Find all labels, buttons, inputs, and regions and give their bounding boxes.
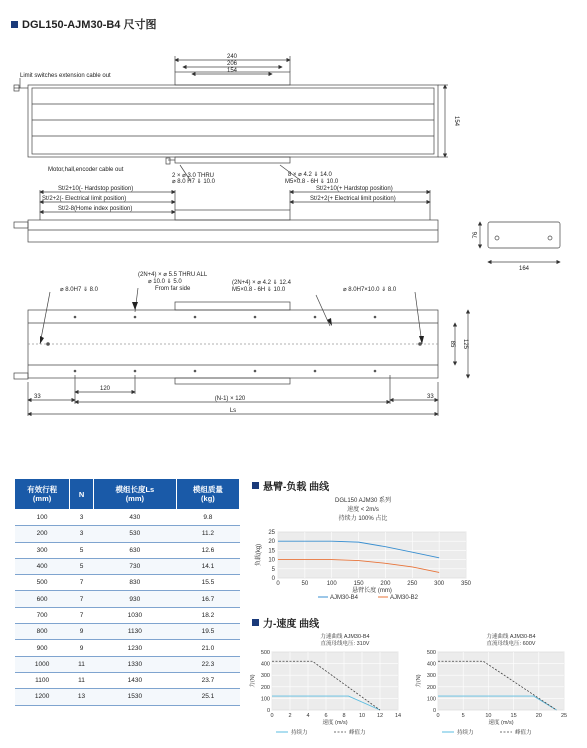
y-tick-label: 200 — [426, 684, 436, 691]
table-cell: 200 — [15, 526, 70, 542]
x-tick-label: 150 — [353, 581, 364, 587]
x-tick-label: 50 — [301, 581, 309, 587]
dimension-drawing — [0, 30, 587, 470]
hole-note-1b: ⌀ 8.0 H7 ⇓ 10.0 — [172, 179, 215, 185]
table-cell: 300 — [15, 542, 70, 558]
table-cell: 12.6 — [176, 542, 239, 558]
y-tick-label: 5 — [271, 566, 275, 573]
legend-label: AJM30-B2 — [390, 595, 419, 601]
x-tick-label: 6 — [324, 713, 328, 719]
table-cell: 11 — [70, 656, 94, 672]
table-cell: 1030 — [93, 607, 176, 623]
table-row — [15, 510, 240, 526]
y-tick-label: 200 — [260, 684, 270, 691]
plot-area — [272, 652, 398, 710]
dim-206: 206 — [226, 61, 238, 67]
table-body — [15, 510, 240, 706]
y-axis-label: 力(N) — [250, 674, 256, 688]
table-cell: 25.1 — [176, 689, 239, 705]
section-square-icon — [252, 482, 259, 489]
x-tick-label: 8 — [342, 713, 346, 719]
y-tick-label: 25 — [268, 530, 275, 536]
hardstop-left: St/2+10(- Hardstop position) — [58, 186, 134, 192]
dim-33-left: 33 — [34, 394, 41, 400]
table-cell: 1100 — [15, 672, 70, 688]
dim-33-right: 33 — [427, 394, 434, 400]
table-cell: 1430 — [93, 672, 176, 688]
hole-note-1a: 2 × ⌀ 3.0 THRU — [172, 173, 215, 179]
table-header-row — [15, 479, 240, 510]
title-square-icon — [11, 21, 18, 28]
plot-area — [278, 532, 466, 578]
table-header-cell: 模组长度Ls (mm) — [93, 479, 176, 510]
y-tick-label: 500 — [426, 650, 436, 656]
table-cell: 7 — [70, 575, 94, 591]
y-tick-label: 400 — [426, 661, 436, 668]
legend-label: AJM30-B4 — [330, 595, 359, 601]
table-cell: 930 — [93, 591, 176, 607]
table-row — [15, 607, 240, 623]
hole-note-4a: (2N+4) × ⌀ 4.2 ⇓ 12.4 — [232, 280, 292, 286]
table-cell: 800 — [15, 624, 70, 640]
table-cell: 1330 — [93, 656, 176, 672]
section-square-icon — [252, 619, 259, 626]
dim-240: 240 — [226, 54, 238, 60]
table-cell: 14.1 — [176, 558, 239, 574]
force-speed-chart-600v — [412, 632, 572, 740]
y-tick-label: 100 — [260, 696, 270, 703]
x-tick-label: 0 — [436, 713, 440, 719]
table-cell: 16.7 — [176, 591, 239, 607]
table-row — [15, 558, 240, 574]
chart-title: DGL150 AJM30 系列 — [334, 498, 392, 504]
table-cell: 100 — [15, 510, 70, 526]
table-cell: 1530 — [93, 689, 176, 705]
x-tick-label: 4 — [306, 713, 310, 719]
table-cell: 830 — [93, 575, 176, 591]
table-cell: 430 — [93, 510, 176, 526]
table-row — [15, 656, 240, 672]
y-axis-label: 负载(kg) — [256, 543, 262, 567]
table-cell: 1000 — [15, 656, 70, 672]
x-tick-label: 14 — [394, 713, 402, 719]
dim-125: 125 — [462, 338, 468, 350]
table-cell: 1200 — [15, 689, 70, 705]
chart-subtitle: 持续力 100% 占比 — [338, 516, 388, 522]
chart-title: 力速曲线 AJM30-B4 — [486, 634, 536, 640]
dim-76: 76 — [473, 231, 479, 239]
table-cell: 530 — [93, 526, 176, 542]
table-header-cell: N — [70, 479, 94, 510]
table-row — [15, 672, 240, 688]
table-header-cell: 有效行程 (mm) — [15, 479, 70, 510]
table-cell: 730 — [93, 558, 176, 574]
table-cell: 3 — [70, 526, 94, 542]
dim-154: 154 — [226, 68, 238, 74]
dim-85: 85 — [449, 340, 455, 348]
hole-note-4b: M5×0.8 - 6H ⇓ 10.0 — [232, 287, 286, 293]
table-cell: 5 — [70, 558, 94, 574]
x-tick-label: 5 — [461, 713, 465, 719]
hardstop-right: St/2+10(+ Hardstop position) — [316, 186, 393, 192]
y-tick-label: 0 — [266, 708, 270, 714]
table-row — [15, 591, 240, 607]
y-tick-label: 10 — [268, 557, 275, 564]
table-row — [15, 689, 240, 705]
table-cell: 11.2 — [176, 526, 239, 542]
x-axis-label: 速度 (m/s) — [488, 720, 514, 726]
plot-area — [438, 652, 564, 710]
elec-limit-right: St/2+2(+ Electrical limit position) — [310, 196, 396, 202]
hole-note-3c: From far side — [155, 286, 191, 292]
table-cell: 23.7 — [176, 672, 239, 688]
table-row — [15, 526, 240, 542]
table-row — [15, 575, 240, 591]
pin-right-note: ⌀ 8.0H7×10.0 ⇓ 8.0 — [343, 287, 397, 293]
x-tick-label: 25 — [560, 713, 568, 719]
table-cell: 19.5 — [176, 624, 239, 640]
table-cell: 15.5 — [176, 575, 239, 591]
table-row — [15, 542, 240, 558]
legend-label: 持续力 — [457, 730, 474, 736]
hole-note-3a: (2N+4) × ⌀ 5.5 THRU ALL — [138, 272, 208, 278]
x-tick-label: 300 — [434, 581, 445, 587]
y-tick-label: 100 — [426, 696, 436, 703]
table-row — [15, 624, 240, 640]
hole-note-2b: M5×0.8 - 6H ⇓ 10.0 — [285, 179, 339, 185]
table-header-cell: 模组质量 (kg) — [176, 479, 239, 510]
legend-label: 峰值力 — [349, 730, 366, 736]
table-cell: 18.2 — [176, 607, 239, 623]
table-cell: 9 — [70, 624, 94, 640]
x-tick-label: 0 — [276, 581, 280, 587]
force-speed-section-title-text: 力-速度 曲线 — [263, 619, 320, 630]
dim-164: 164 — [518, 266, 530, 272]
table-cell: 21.0 — [176, 640, 239, 656]
x-tick-label: 0 — [270, 713, 274, 719]
table-cell: 7 — [70, 591, 94, 607]
y-tick-label: 20 — [268, 539, 275, 546]
y-axis-label: 力(N) — [416, 674, 422, 688]
x-tick-label: 12 — [376, 713, 384, 719]
dim-ls: Ls — [229, 408, 237, 414]
table-cell: 7 — [70, 607, 94, 623]
cantilever-chart — [248, 492, 478, 602]
chart-title: 力速曲线 AJM30-B4 — [320, 634, 370, 640]
motor-cable-note: Motor,hall,encoder cable out — [48, 167, 124, 173]
table-cell: 900 — [15, 640, 70, 656]
y-tick-label: 500 — [260, 650, 270, 656]
table-cell: 9.8 — [176, 510, 239, 526]
y-tick-label: 0 — [432, 708, 436, 714]
table-cell: 600 — [15, 591, 70, 607]
table-cell: 22.3 — [176, 656, 239, 672]
table-cell: 400 — [15, 558, 70, 574]
dim-n-120: (N-1) × 120 — [214, 396, 246, 402]
force-speed-section-title — [252, 615, 319, 630]
table-cell: 630 — [93, 542, 176, 558]
dim-120: 120 — [99, 386, 111, 392]
limit-switch-note: Limit switches extension cable out — [20, 73, 111, 79]
table-cell: 5 — [70, 542, 94, 558]
y-tick-label: 15 — [268, 548, 275, 555]
table-cell: 1130 — [93, 624, 176, 640]
spec-table — [14, 478, 240, 706]
legend-label: 峰值力 — [515, 730, 532, 736]
force-speed-chart-310v — [246, 632, 406, 740]
y-tick-label: 300 — [426, 673, 436, 680]
x-tick-label: 250 — [407, 581, 418, 587]
x-tick-label: 2 — [288, 713, 292, 719]
cantilever-section-title-text: 悬臂-负载 曲线 — [263, 482, 330, 493]
elec-limit-left: St/2+2(- Electrical limit position) — [42, 196, 127, 202]
y-tick-label: 300 — [260, 673, 270, 680]
x-tick-label: 100 — [326, 581, 337, 587]
x-tick-label: 10 — [358, 713, 366, 719]
table-cell: 3 — [70, 510, 94, 526]
x-axis-label: 速度 (m/s) — [322, 720, 348, 726]
table-cell: 500 — [15, 575, 70, 591]
y-tick-label: 0 — [271, 576, 275, 582]
x-tick-label: 15 — [510, 713, 517, 719]
x-axis-label: 悬臂长度 (mm) — [352, 588, 392, 594]
hole-note-3b: ⌀ 10.0 ⇓ 5.0 — [148, 279, 182, 285]
table-cell: 13 — [70, 689, 94, 705]
pin-left-note: ⌀ 8.0H7 ⇓ 8.0 — [60, 287, 98, 293]
x-tick-label: 10 — [485, 713, 492, 719]
home-index-left: St/2-8(Home index position) — [58, 206, 133, 212]
y-tick-label: 400 — [260, 661, 270, 668]
table-cell: 1230 — [93, 640, 176, 656]
table-cell: 11 — [70, 672, 94, 688]
x-tick-label: 20 — [535, 713, 542, 719]
table-row — [15, 640, 240, 656]
table-cell: 9 — [70, 640, 94, 656]
chart-subtitle: 速度 < 2m/s — [347, 507, 379, 513]
hole-note-2a: 8 × ⌀ 4.2 ⇓ 14.0 — [288, 172, 332, 178]
page-title-text: DGL150-AJM30-B4 尺寸图 — [22, 19, 157, 31]
legend-label: 持续力 — [291, 730, 308, 736]
dim-height-154: 154 — [453, 115, 459, 127]
cantilever-section-title — [252, 478, 329, 493]
x-tick-label: 200 — [380, 581, 391, 587]
table-cell: 700 — [15, 607, 70, 623]
x-tick-label: 350 — [460, 581, 472, 587]
chart-subtitle: 直流母线电压: 310V — [320, 641, 370, 647]
chart-subtitle: 直流母线电压: 600V — [486, 641, 536, 647]
